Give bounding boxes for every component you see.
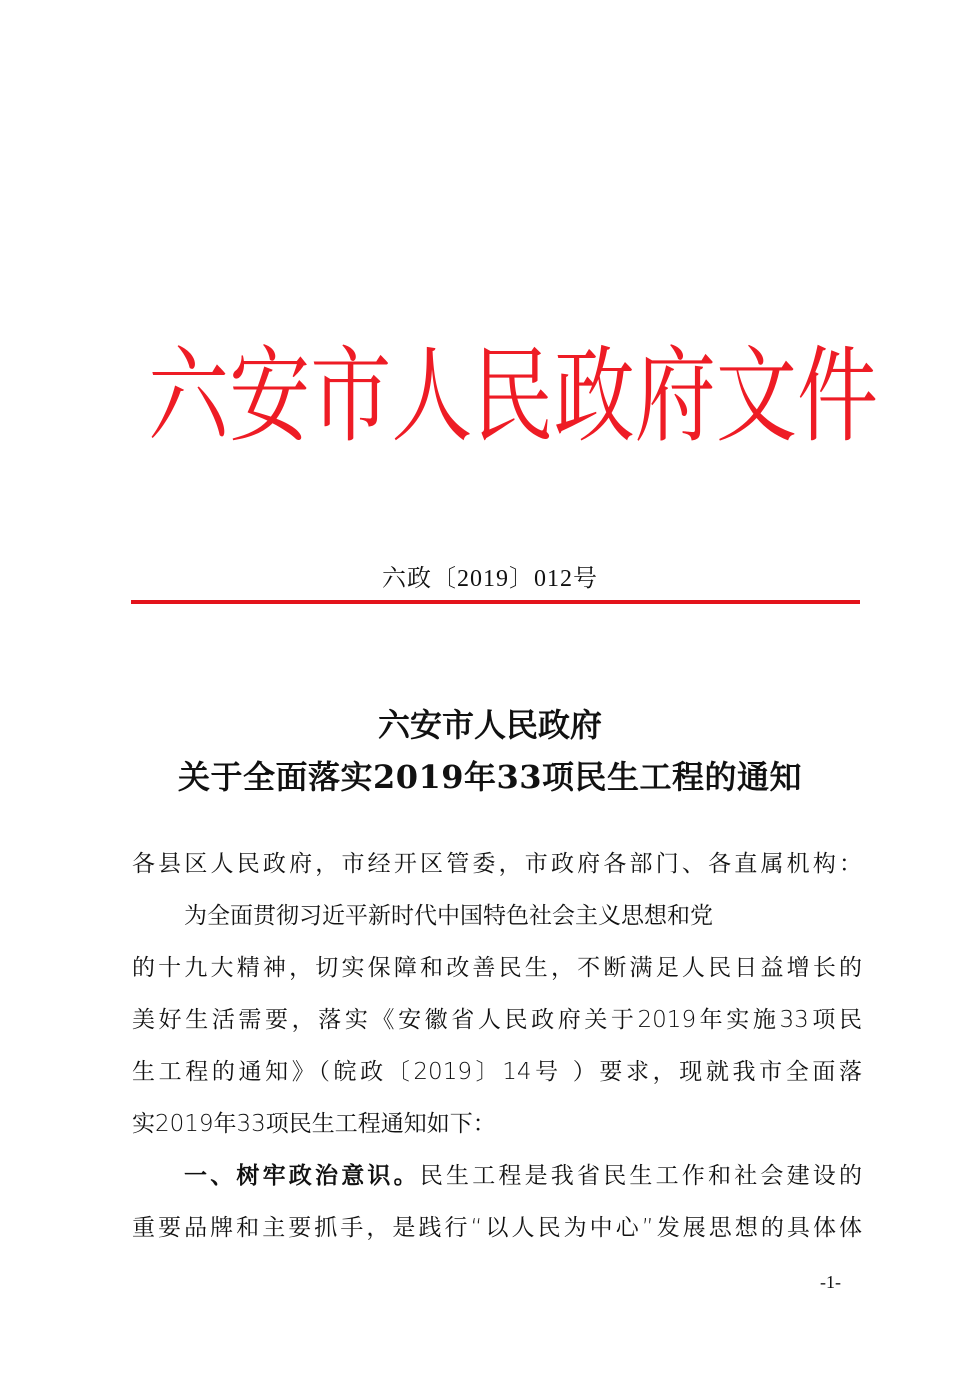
masthead-char: 安 bbox=[229, 335, 311, 457]
masthead-char: 文 bbox=[715, 335, 798, 457]
masthead-char: 人 bbox=[391, 335, 473, 457]
paragraph-line: 生工程的通知》（皖政〔2019〕14号 ）要求，现就我市全面落 bbox=[132, 1059, 862, 1085]
addressee-line: 各县区人民政府，市经开区管委，市政府各部门、各直属机构： bbox=[132, 851, 862, 877]
section-line bbox=[132, 1150, 862, 1202]
masthead-char: 六 bbox=[148, 335, 230, 457]
document-number: 六政〔2019〕012号 bbox=[382, 566, 598, 592]
paragraph-line: 为全面贯彻习近平新时代中国特色社会主义思想和党 bbox=[184, 903, 713, 929]
section-text: 民生工程是我省民生工作和社会建设的 bbox=[419, 1163, 863, 1189]
paragraph-line: 重要品牌和主要抓手，是践行“以人民为中心”发展思想的具体体 bbox=[132, 1215, 862, 1241]
document-title-line2: 关于全面落实2019年33项民生工程的通知 bbox=[177, 758, 803, 796]
paragraph-line: 的十九大精神，切实保障和改善民生，不断满足人民日益增长的 bbox=[132, 955, 862, 981]
paragraph-line: 实2019年33项民生工程通知如下： bbox=[132, 1111, 496, 1137]
paragraph-line: 美好生活需要，落实《安徽省人民政府关于2019年实施33项民 bbox=[132, 1007, 862, 1033]
masthead-title bbox=[148, 335, 879, 457]
document-title-line1: 六安市人民政府 bbox=[377, 706, 602, 744]
masthead-char: 市 bbox=[310, 335, 392, 457]
masthead-char: 件 bbox=[797, 335, 879, 457]
section-heading: 一、树牢政治意识。 bbox=[184, 1163, 420, 1189]
masthead-char: 府 bbox=[634, 335, 716, 457]
page-number: -1- bbox=[820, 1272, 841, 1292]
masthead-char: 民 bbox=[472, 335, 554, 457]
red-divider-rule bbox=[131, 600, 860, 604]
body-text bbox=[132, 838, 862, 1254]
masthead-char: 政 bbox=[553, 335, 635, 457]
